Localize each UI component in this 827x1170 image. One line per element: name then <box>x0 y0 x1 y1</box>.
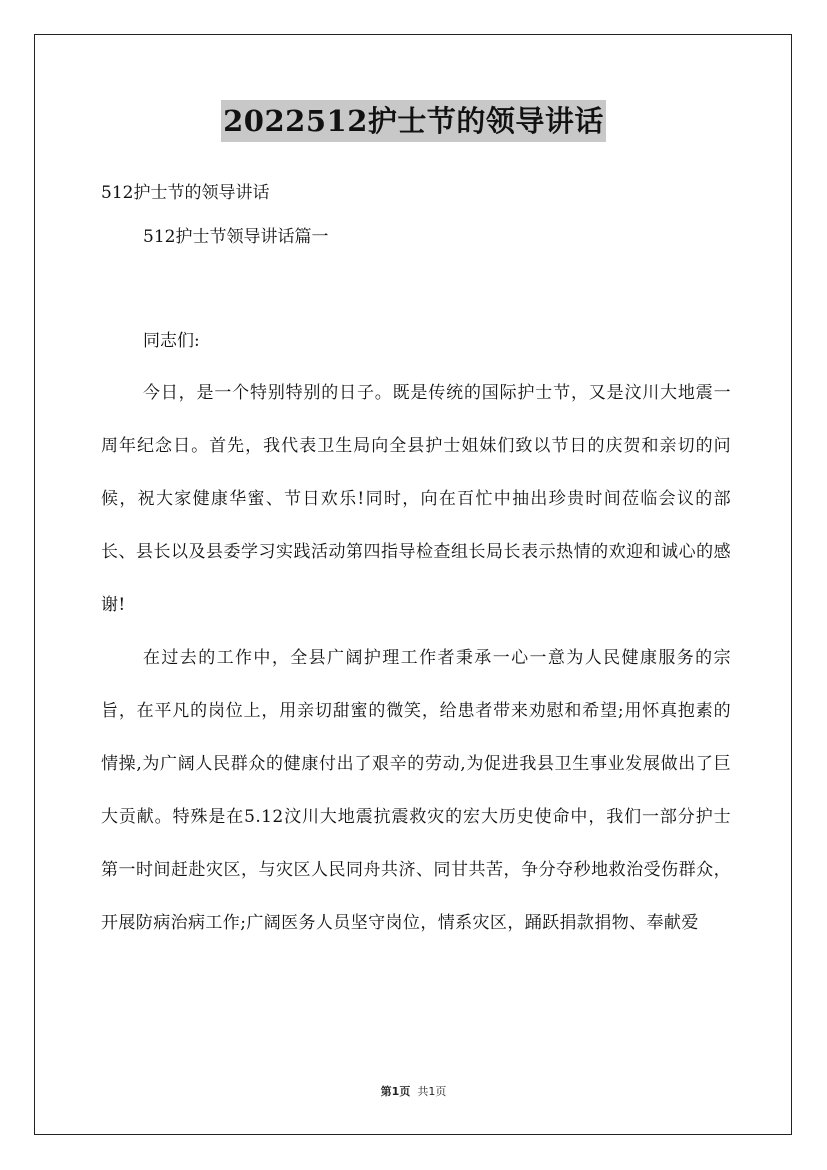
greeting-line: 同志们: <box>143 331 200 351</box>
page-number: 第1页 <box>380 1085 411 1098</box>
page-total: 共1页 <box>417 1085 447 1098</box>
document-subtitle: 512护士节的领导讲话 <box>101 183 270 203</box>
paragraph-2: 在过去的工作中，全县广阔护理工作者秉承一心一意为人民健康服务的宗旨，在平凡的岗位上，用亲切甜蜜的微笑，给患者带来劝慰和希望;用怀真抱素的情操,为广阔人民群众的健康付出了艰辛的劳动,为促进我县卫生事业发展做出了巨大贡献。特殊是在5.12汶川大地震抗震救灾的宏大历史使命中，我们一部分护士第一时间赶赴灾区，与灾区人民同舟共济、同甘共苦，争分夺秒地救治受伤群众，开展防病治病工作;广阔医务人员坚守岗位，情系灾区，踊跃捐款捐物、奉献爱 <box>101 648 731 933</box>
paragraph-1: 今日，是一个特别特别的日子。既是传统的国际护士节，又是汶川大地震一周年纪念日。首先，我代表卫生局向全县护士姐妹们致以节日的庆贺和亲切的问候，祝大家健康华蜜、节日欢乐!同时，向在百忙中抽出珍贵时间莅临会议的部长、县长以及县委学习实践活动第四指导检查组长局长表示热情的欢迎和诚心的感谢! <box>101 383 731 615</box>
document-title: 2022512护士节的领导讲话 <box>221 100 606 142</box>
title-container <box>0 100 827 142</box>
page-footer <box>0 1083 827 1099</box>
section-heading: 512护士节领导讲话篇一 <box>143 227 329 247</box>
document-body <box>101 175 731 950</box>
